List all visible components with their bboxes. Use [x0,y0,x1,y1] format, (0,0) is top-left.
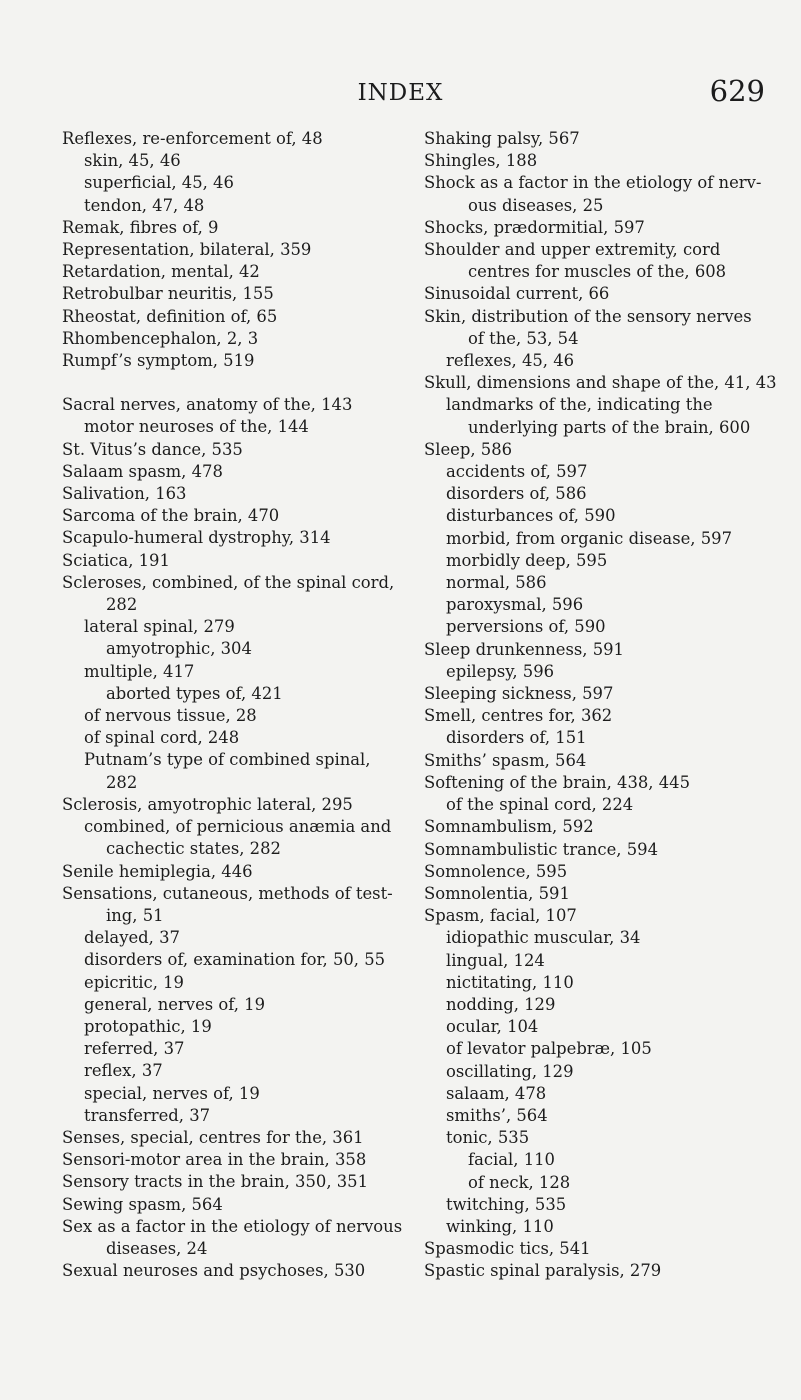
index-entry: Sewing spasm, 564 [62,1194,223,1214]
index-entry: disorders of, 586 [446,484,587,504]
index-entry: special, nerves of, 19 [84,1083,260,1103]
index-entry: amyotrophic, 304 [106,639,252,659]
index-entry: paroxysmal, 596 [446,595,584,615]
index-entry: Spasm, facial, 107 [424,906,577,926]
index-entry: Salaam spasm, 478 [62,461,223,481]
index-entry: epicritic, 19 [84,972,184,992]
index-entry: morbidly deep, 595 [446,550,608,570]
index-entry: Skin, distribution of the sensory nerves [424,306,752,326]
index-entry: lateral spinal, 279 [84,617,235,637]
index-entry: St. Vitus’s dance, 535 [62,439,243,459]
index-entry: Sacral nerves, anatomy of the, 143 [62,395,353,415]
section-gap [62,372,430,394]
index-entry: Rhombencephalon, 2, 3 [62,328,259,348]
index-entry: Retardation, mental, 42 [62,262,260,282]
index-entry: Rumpf’s symptom, 519 [62,351,255,371]
index-entry: Salivation, 163 [62,484,187,504]
index-entry: Sleep, 586 [424,439,513,459]
index-entry: reflex, 37 [84,1061,163,1081]
index-entry: Somnolence, 595 [424,861,568,881]
index-entry: normal, 586 [446,573,547,593]
index-entry: Somnambulism, 592 [424,817,594,837]
index-entry: Skull, dimensions and shape of the, 41, 43 [424,373,777,393]
index-entry: Sensori-motor area in the brain, 358 [62,1150,367,1170]
index-entry: Sinusoidal current, 66 [424,284,610,304]
index-entry: tendon, 47, 48 [84,195,205,215]
index-entry: Sex as a factor in the etiology of nervous [62,1216,403,1236]
index-column-right [424,128,776,1283]
index-entry: ocular, 104 [446,1017,539,1037]
page-title: INDEX [357,80,444,106]
index-entry: Scleroses, combined, of the spinal cord, [62,572,395,592]
index-entry: facial, 110 [468,1150,555,1170]
index-entry: Sleep drunkenness, 591 [424,639,624,659]
index-entry-continuation: 282 [106,595,138,615]
index-entry: Remak, fibres of, 9 [62,217,219,237]
index-entry: Shingles, 188 [424,151,538,171]
index-entry-continuation: underlying parts of the brain, 600 [468,417,751,437]
index-entry: Scapulo-humeral dystrophy, 314 [62,528,331,548]
page-number: 629 [709,74,765,108]
index-entry-continuation: of the, 53, 54 [468,328,579,348]
index-entry: idiopathic muscular, 34 [446,928,641,948]
index-entry-continuation: diseases, 24 [106,1238,208,1258]
index-entry: of spinal cord, 248 [84,728,240,748]
index-entry: perversions of, 590 [446,617,606,637]
index-entry: Sciatica, 191 [62,550,170,570]
index-entry: Sexual neuroses and psychoses, 530 [62,1261,366,1281]
index-entry: disturbances of, 590 [446,506,616,526]
index-entry: twitching, 535 [446,1194,567,1214]
index-entry: Sensory tracts in the brain, 350, 351 [62,1172,369,1192]
index-entry: disorders of, examination for, 50, 55 [84,950,386,970]
index-entry: smiths’, 564 [446,1105,548,1125]
index-entry: tonic, 535 [446,1128,530,1148]
index-entry: general, nerves of, 19 [84,994,266,1014]
index-entry: superficial, 45, 46 [84,173,234,193]
index-entry: skin, 45, 46 [84,151,181,171]
index-entry-continuation: ing, 51 [106,905,164,925]
index-entry: Sleeping sickness, 597 [424,684,614,704]
index-entry: transferred, 37 [84,1105,211,1125]
index-entry: salaam, 478 [446,1083,547,1103]
index-entry: Spasmodic tics, 541 [424,1239,591,1259]
index-entry: accidents of, 597 [446,462,588,482]
index-entry-continuation: 282 [106,772,138,792]
index-entry: lingual, 124 [446,950,545,970]
index-entry-continuation: cachectic states, 282 [106,839,281,859]
index-entry: Smell, centres for, 362 [424,706,613,726]
index-entry: oscillating, 129 [446,1061,574,1081]
index-entry-continuation: centres for muscles of the, 608 [468,262,727,282]
index-entry: Sclerosis, amyotrophic lateral, 295 [62,794,353,814]
index-entry: aborted types of, 421 [106,683,283,703]
index-entry: nodding, 129 [446,994,556,1014]
index-entry: Spastic spinal paralysis, 279 [424,1261,662,1281]
index-entry: Somnolentia, 591 [424,883,570,903]
index-entry: protopathic, 19 [84,1016,212,1036]
index-entry: morbid, from organic disease, 597 [446,528,733,548]
index-entry: of nervous tissue, 28 [84,706,257,726]
index-entry: Smiths’ spasm, 564 [424,750,587,770]
index-entry: epilepsy, 596 [446,661,555,681]
index-entry: disorders of, 151 [446,728,587,748]
index-column-left [62,128,430,1282]
index-entry: winking, 110 [446,1216,554,1236]
index-entry: Shaking palsy, 567 [424,129,580,148]
index-entry: Shock as a factor in the etiology of nerv- [424,173,762,193]
index-entry: reflexes, 45, 46 [446,351,575,371]
index-entry: referred, 37 [84,1039,185,1059]
index-entry: Sensations, cutaneous, methods of test- [62,883,393,903]
index-entry: Senile hemiplegia, 446 [62,861,253,881]
index-entry: delayed, 37 [84,928,180,948]
index-entry: Rheostat, definition of, 65 [62,306,278,326]
index-entry: Putnam’s type of combined spinal, [84,750,371,770]
index-entry-continuation: ous diseases, 25 [468,195,604,215]
index-entry: Reflexes, re-enforcement of, 48 [62,129,323,148]
index-entry: landmarks of the, indicating the [446,395,713,415]
index-entry: Somnambulistic trance, 594 [424,839,659,859]
index-entry: Sarcoma of the brain, 470 [62,506,280,526]
index-entry: motor neuroses of the, 144 [84,417,309,437]
index-entry: of the spinal cord, 224 [446,795,634,815]
index-entry: combined, of pernicious anæmia and [84,817,392,837]
index-entry: of levator palpebræ, 105 [446,1039,652,1059]
index-entry: multiple, 417 [84,661,195,681]
index-entry: Shocks, prædormitial, 597 [424,217,645,237]
index-entry: Softening of the brain, 438, 445 [424,772,691,792]
index-entry: Retrobulbar neuritis, 155 [62,284,274,304]
index-entry: of neck, 128 [468,1172,571,1192]
index-entry: Senses, special, centres for the, 361 [62,1127,364,1147]
index-entry: nictitating, 110 [446,972,574,992]
index-entry: Shoulder and upper extremity, cord [424,240,721,260]
index-entry: Representation, bilateral, 359 [62,240,312,260]
